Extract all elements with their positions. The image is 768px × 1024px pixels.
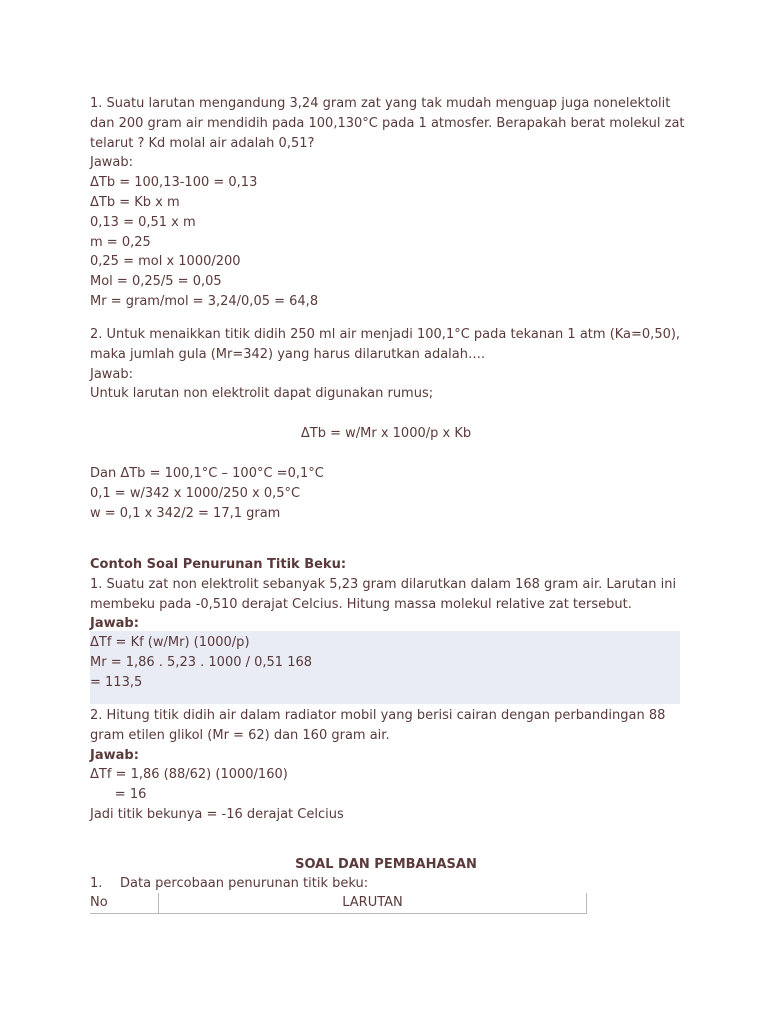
question-2-steps xyxy=(90,464,682,523)
question-1-step: Mol = 0,25/5 = 0,05 xyxy=(90,274,222,290)
question-1-step: 0,25 = mol x 1000/200 xyxy=(90,254,241,270)
freezing-problem-2-line-2: gram etilen glikol (Mr = 62) dan 160 gram air. xyxy=(90,727,390,743)
question-2-intro: Untuk larutan non elektrolit dapat digunakan rumus; xyxy=(90,386,434,402)
freezing-problem-1-line-2: membeku pada -0,510 derajat Celcius. Hitung massa molekul relative zat tersebut. xyxy=(90,596,632,612)
section-2-item-1-number: 1. xyxy=(90,876,103,891)
freezing-section xyxy=(90,555,682,634)
question-1-step: Mr = gram/mol = 3,24/0,05 = 64,8 xyxy=(90,293,319,309)
freezing-problem-1-solution xyxy=(90,633,682,692)
freezing-problem-1-answer-label: Jawab: xyxy=(90,616,139,632)
question-1-line-1: 1. Suatu larutan mengandung 3,24 gram zat yang tak mudah menguap juga nonelektolit xyxy=(90,96,671,111)
question-1-answer-label: Jawab: xyxy=(90,155,134,171)
freezing-problem-1-line-1: 1. Suatu zat non elektrolit sebanyak 5,23 gram dilarutkan dalam 168 gram air. Larutan ini xyxy=(90,576,677,592)
freezing-heading: Contoh Soal Penurunan Titik Beku: xyxy=(90,557,347,572)
section-2-item-1 xyxy=(90,874,682,894)
freezing-problem-1-step: ΔTf = Kf (w/Mr) (1000/p) xyxy=(90,635,250,650)
table-header-larutan: LARUTAN xyxy=(342,895,403,910)
question-2-step: 0,1 = w/342 x 1000/250 x 0,5°C xyxy=(90,485,301,501)
question-2 xyxy=(90,325,682,404)
freezing-problem-2-step: = 16 xyxy=(90,787,147,803)
section-2-heading: SOAL DAN PEMBAHASAN xyxy=(295,857,477,872)
freezing-problem-2-line-1: 2. Hitung titik didih air dalam radiator mobil yang berisi cairan dengan perbandingan 88 xyxy=(90,708,666,723)
freezing-problem-2-step: Jadi titik bekunya = -16 derajat Celcius xyxy=(90,806,344,822)
question-1-step: 0,13 = 0,51 x m xyxy=(90,214,196,230)
question-2-line-2: maka jumlah gula (Mr=342) yang harus dilarutkan adalah…. xyxy=(90,346,486,362)
question-1-step: ΔTb = 100,13-100 = 0,13 xyxy=(90,175,258,191)
question-1-step: m = 0,25 xyxy=(90,234,151,250)
question-2-line-1: 2. Untuk menaikkan titik didih 250 ml air menjadi 100,1°C pada tekanan 1 atm (Ka=0,50), xyxy=(90,327,681,342)
question-2-formula: ΔTb = w/Mr x 1000/p x Kb xyxy=(300,426,472,441)
section-2-item-1-text: Data percobaan penurunan titik beku: xyxy=(120,876,369,891)
question-1-line-2: dan 200 gram air mendidih pada 100,130°C pada 1 atmosfer. Berapakah berat molekul zat xyxy=(90,115,685,131)
section-2-item-1-line xyxy=(90,874,682,894)
data-table-header xyxy=(90,893,587,914)
section-2-heading-wrap xyxy=(90,855,682,875)
question-2-step: w = 0,1 x 342/2 = 17,1 gram xyxy=(90,505,281,521)
question-1-step: ΔTb = Kb x m xyxy=(90,194,180,210)
freezing-problem-2-step: ΔTf = 1,86 (88/62) (1000/160) xyxy=(90,767,288,783)
question-2-answer-label: Jawab: xyxy=(90,366,134,382)
question-2-step: Dan ΔTb = 100,1°C – 100°C =0,1°C xyxy=(90,466,324,481)
freezing-problem-2 xyxy=(90,706,682,825)
question-1-line-3: telarut ? Kd molal air adalah 0,51? xyxy=(90,135,315,151)
freezing-problem-1-step: Mr = 1,86 . 5,23 . 1000 / 0,51 168 xyxy=(90,654,313,670)
question-1 xyxy=(90,94,685,312)
question-2-formula-wrap xyxy=(90,424,682,444)
table-header-no: No xyxy=(90,895,108,910)
freezing-problem-2-answer-label: Jawab: xyxy=(90,747,139,763)
freezing-problem-1-step: = 113,5 xyxy=(90,674,143,690)
